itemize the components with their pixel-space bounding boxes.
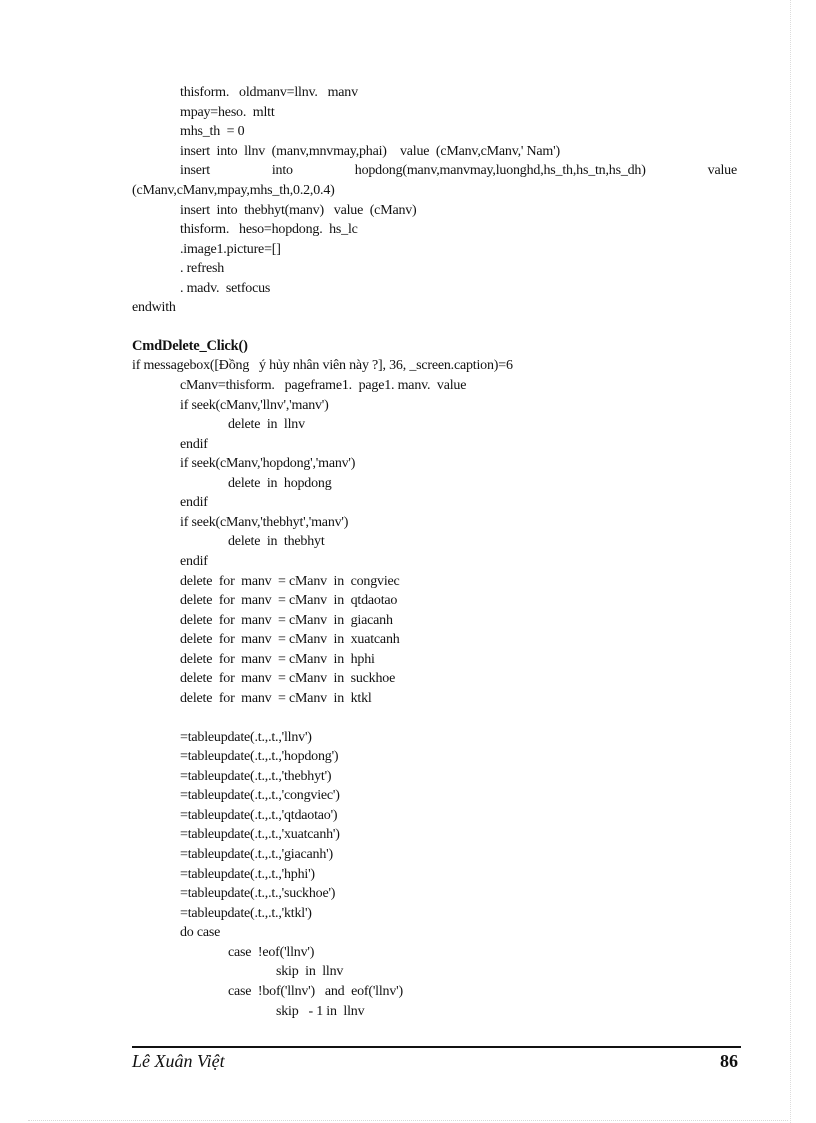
code-token: hopdong(manv,manvmay,luonghd,hs_th,hs_tn,hs_dh)	[354, 163, 646, 178]
code-line: =tableupdate(.t.,.t.,'congviec')	[180, 788, 340, 803]
code-line: delete in llnv	[228, 417, 305, 432]
code-token: insert	[180, 163, 210, 178]
code-line: =tableupdate(.t.,.t.,'qtdaotao')	[180, 808, 338, 823]
page-edge-dotted	[28, 1120, 788, 1121]
code-line: delete in thebhyt	[228, 534, 325, 549]
code-line: delete for manv = cManv in xuatcanh	[180, 632, 400, 647]
page-edge-dotted	[790, 0, 791, 1123]
code-line: =tableupdate(.t.,.t.,'giacanh')	[180, 847, 333, 862]
code-line: . refresh	[180, 261, 225, 276]
code-line: endif	[180, 437, 208, 452]
code-line: insert into thebhyt(manv) value (cManv)	[180, 203, 417, 218]
procedure-heading: CmdDelete_Click()	[132, 338, 248, 354]
code-line: =tableupdate(.t.,.t.,'hopdong')	[180, 749, 339, 764]
code-line: =tableupdate(.t.,.t.,'hphi')	[180, 867, 315, 882]
code-line: thisform. oldmanv=llnv. manv	[180, 85, 358, 100]
code-line: if seek(cManv,'llnv','manv')	[180, 398, 329, 413]
code-line: =tableupdate(.t.,.t.,'thebhyt')	[180, 769, 332, 784]
code-line: if seek(cManv,'thebhyt','manv')	[180, 515, 349, 530]
page-number: 86	[720, 1051, 738, 1071]
code-line: case !bof('llnv') and eof('llnv')	[228, 984, 403, 999]
code-line: =tableupdate(.t.,.t.,'suckhoe')	[180, 886, 336, 901]
code-line: skip - 1 in llnv	[276, 1004, 365, 1019]
code-line: if messagebox([Đồng ý hủy nhân viên này ?], 36, _screen.caption)=6	[132, 358, 513, 373]
code-line: delete for manv = cManv in giacanh	[180, 613, 393, 628]
code-line: mhs_th = 0	[180, 124, 245, 139]
code-line: endif	[180, 554, 208, 569]
code-line: . madv. setfocus	[180, 281, 271, 296]
code-line: cManv=thisform. pageframe1. page1. manv. value	[180, 378, 467, 393]
code-line: case !eof('llnv')	[228, 945, 315, 960]
code-line: =tableupdate(.t.,.t.,'llnv')	[180, 730, 312, 745]
code-line: delete for manv = cManv in congviec	[180, 574, 400, 589]
code-line: mpay=heso. mltt	[180, 105, 275, 120]
code-line: delete for manv = cManv in qtdaotao	[180, 593, 398, 608]
code-line: do case	[180, 925, 221, 940]
code-line: delete for manv = cManv in ktkl	[180, 691, 372, 706]
code-line: endwith	[132, 300, 176, 315]
code-line-justified	[180, 162, 737, 179]
footer-author: Lê Xuân Việt	[132, 1051, 225, 1071]
code-token: into	[271, 163, 293, 178]
footer-divider	[132, 1046, 741, 1048]
code-token: value	[707, 163, 737, 178]
code-line: insert into llnv (manv,mnvmay,phai) value (cManv,cManv,' Nam')	[180, 144, 560, 159]
code-line: .image1.picture=[]	[180, 242, 281, 257]
code-line: endif	[180, 495, 208, 510]
code-line: skip in llnv	[276, 964, 344, 979]
code-line: (cManv,cManv,mpay,mhs_th,0.2,0.4)	[132, 183, 335, 198]
code-line: =tableupdate(.t.,.t.,'xuatcanh')	[180, 827, 340, 842]
code-line: delete for manv = cManv in suckhoe	[180, 671, 396, 686]
code-line: if seek(cManv,'hopdong','manv')	[180, 456, 356, 471]
code-line: =tableupdate(.t.,.t.,'ktkl')	[180, 906, 312, 921]
code-line: thisform. heso=hopdong. hs_lc	[180, 222, 358, 237]
code-line: delete in hopdong	[228, 476, 332, 491]
code-line: delete for manv = cManv in hphi	[180, 652, 375, 667]
